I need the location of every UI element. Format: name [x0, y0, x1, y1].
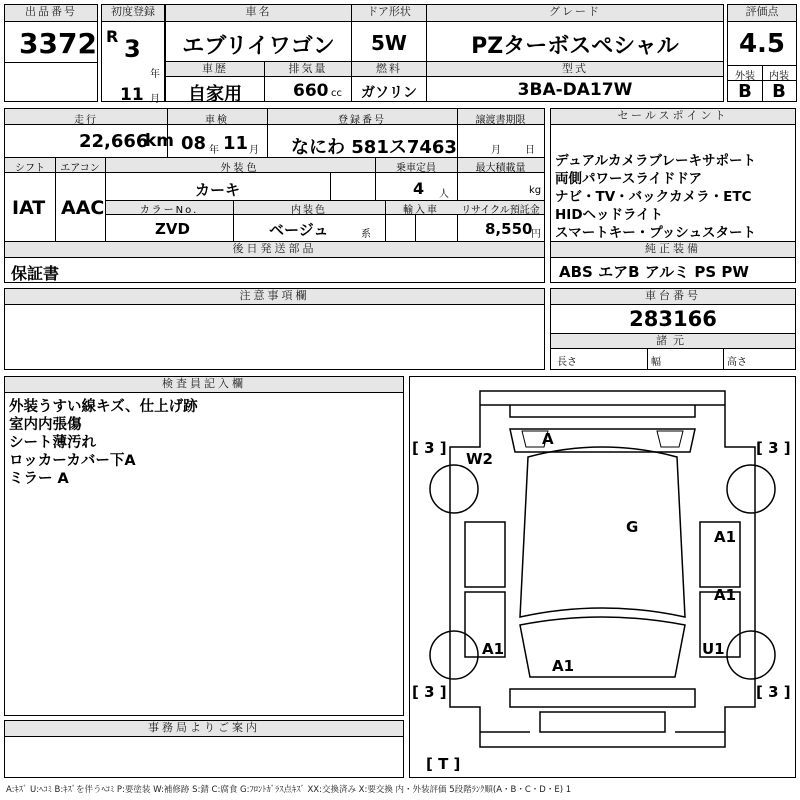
later-parts: 保証書	[11, 264, 60, 283]
cc-unit: cc	[331, 88, 342, 99]
reg-year: 3	[124, 35, 141, 63]
car-name-box	[165, 4, 352, 62]
damage-mark-rear: A1	[552, 657, 575, 675]
score-header: 評価点	[728, 5, 796, 22]
damage-mark-roof: G	[626, 518, 639, 536]
chassis-header: 車台番号	[551, 289, 795, 305]
sales-point-item: ナビ・TV・バックカメラ・ETC	[555, 189, 752, 205]
damage-mark-right-rear-corner: U1	[702, 640, 725, 658]
genuine-equipment-header: 純正装備	[551, 242, 795, 258]
sales-points-box	[550, 108, 796, 242]
reg-month-unit: 月	[150, 94, 160, 105]
score-box	[727, 4, 797, 102]
history: 自家用	[188, 84, 242, 105]
sales-point-item: スマートキー・プッシュスタート	[555, 225, 757, 241]
mileage-header: 走行	[74, 115, 98, 126]
inspector-note: シート薄汚れ	[9, 435, 96, 451]
damage-mark-right-front: A1	[714, 528, 737, 546]
inspector-notes-header: 検査員記入欄	[5, 377, 403, 393]
sales-point-item: 両側パワースライドドア	[555, 171, 703, 187]
grade-box	[426, 4, 724, 62]
capacity-unit: 人	[439, 189, 449, 200]
tire-mark-spare: [ T ]	[426, 755, 461, 773]
import-header: 輸入車	[403, 205, 439, 216]
aircon: AAC	[61, 197, 105, 219]
exterior-color: カーキ	[194, 181, 240, 199]
transfer-day-unit: 日	[525, 145, 535, 156]
shift: IAT	[12, 197, 46, 219]
model-header: 型式	[427, 62, 723, 77]
inspector-notes-box	[4, 376, 404, 716]
genuine-equipment-box	[550, 241, 796, 283]
exterior-score: B	[738, 81, 752, 102]
color-no-header: カラーNo.	[139, 205, 199, 216]
door-header: ドア形状	[352, 5, 426, 22]
yen-unit: 円	[531, 229, 541, 240]
inspection-month-unit: 月	[249, 145, 259, 156]
displacement-box	[264, 61, 352, 102]
displacement: 660	[293, 81, 329, 101]
office-notice-header: 事務局よりご案内	[5, 721, 403, 737]
int-color-suffix: 系	[361, 229, 371, 240]
grade-header: グレード	[427, 5, 723, 22]
inspector-note: 外装うすい線キズ、仕上げ跡	[9, 399, 198, 415]
width-label: 幅	[651, 357, 661, 368]
lot-number-header: 出品番号	[5, 5, 97, 22]
transfer-month-unit: 月	[491, 145, 501, 156]
inspection-year-unit: 年	[209, 145, 219, 156]
sales-point-item: HIDヘッドライト	[555, 207, 664, 223]
plate-number: なにわ 581ス7463	[291, 137, 457, 158]
tire-mark-front-left: [ 3 ]	[412, 439, 447, 457]
kg-unit: kg	[529, 185, 542, 196]
capacity: 4	[413, 179, 425, 198]
later-parts-header: 後日発送部品	[5, 242, 544, 258]
km-unit: km	[145, 131, 175, 151]
reg-month: 11	[120, 85, 144, 105]
car-outline-diagram	[410, 377, 795, 777]
door-type: 5W	[371, 31, 407, 55]
length-label: 長さ	[557, 357, 577, 368]
overall-score: 4.5	[738, 29, 786, 59]
history-box	[165, 61, 265, 105]
damage-legend: A:ｷｽﾞ U:ﾍｺﾐ B:ｷｽﾞを伴うﾍｺﾐ P:要塗装 W:補修跡 S:錆 C:腐食 G:ﾌﾛﾝﾄｶﾞﾗｽ点ｷｽﾞ XX:交換済み X:要交換 内・外装評価 5段階ﾗﾝｸ順(A・B・C・D・E) 1	[6, 785, 572, 795]
notes-box	[4, 288, 545, 370]
damage-mark-left-rear: A1	[482, 640, 505, 658]
aircon-header: エアコン	[60, 163, 100, 174]
first-reg-header: 初度登録	[102, 5, 164, 22]
recycle-header: リサイクル預託金	[461, 205, 540, 216]
interior-color: ベージュ	[269, 221, 329, 239]
lot-number-box	[4, 4, 98, 102]
damage-mark-right-rear: A1	[714, 586, 737, 604]
int-color-header: 内装色	[291, 205, 327, 216]
lot-number: 3372	[19, 27, 97, 60]
era: R	[106, 27, 119, 46]
first-registration-box	[101, 4, 165, 105]
car-name: エブリイワゴン	[182, 34, 335, 59]
grade: PZターボスペシャル	[471, 34, 679, 59]
displacement-header: 排気量	[265, 62, 351, 77]
sales-points-header: セールスポイント	[551, 109, 795, 125]
max-load-header: 最大積載量	[475, 163, 526, 174]
color-number: ZVD	[155, 220, 190, 238]
specs-header: 諸元	[551, 334, 795, 349]
vehicle-details-box	[4, 108, 545, 242]
notes-header: 注意事項欄	[5, 289, 544, 305]
chassis-number: 283166	[629, 307, 717, 331]
reg-year-unit: 年	[150, 69, 160, 80]
inspection-header: 車検	[205, 115, 229, 126]
fuel: ガソリン	[361, 85, 417, 101]
interior-score-label: 内装	[769, 71, 789, 82]
inspection-year: 08	[181, 133, 207, 154]
tire-mark-rear-left: [ 3 ]	[412, 683, 447, 701]
height-label: 高さ	[727, 357, 747, 368]
fuel-header: 燃料	[352, 62, 426, 77]
interior-score: B	[772, 81, 786, 102]
damage-mark-windshield: A	[542, 430, 554, 448]
model-box	[426, 61, 724, 102]
inspector-note: ロッカーカバー下A	[9, 453, 136, 469]
damage-diagram-box	[409, 376, 796, 778]
tire-mark-rear-right: [ 3 ]	[756, 683, 791, 701]
car-name-header: 車名	[166, 5, 351, 22]
fuel-box	[351, 61, 427, 102]
tire-mark-front-right: [ 3 ]	[756, 439, 791, 457]
sales-point-item: デュアルカメラブレーキサポート	[555, 153, 757, 169]
office-notice-box	[4, 720, 404, 778]
chassis-box	[550, 288, 796, 370]
later-parts-box	[4, 241, 545, 283]
capacity-header: 乗車定員	[396, 163, 436, 174]
model-code: 3BA-DA17W	[517, 80, 633, 100]
door-box	[351, 4, 427, 62]
genuine-equipment: ABS エアB アルミ PS PW	[559, 263, 749, 281]
inspector-note: ミラー A	[9, 471, 69, 487]
history-header: 車歴	[166, 62, 264, 77]
mileage: 22,666	[79, 131, 149, 152]
transfer-header: 譲渡書期限	[475, 115, 526, 126]
plate-header: 登録番号	[338, 115, 386, 126]
recycle-deposit: 8,550	[485, 220, 533, 238]
exterior-score-label: 外装	[735, 71, 755, 82]
shift-header: シフト	[15, 163, 45, 174]
inspection-month: 11	[223, 133, 249, 154]
inspector-note: 室内内張傷	[9, 417, 82, 433]
ext-color-header: 外装色	[220, 163, 260, 174]
damage-mark-left-front-door: W2	[466, 450, 493, 468]
